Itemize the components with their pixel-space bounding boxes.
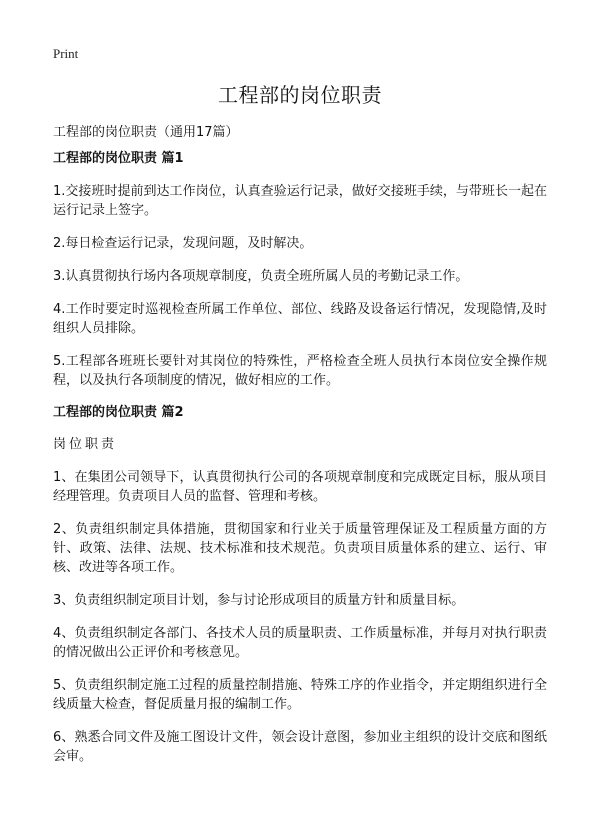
paragraph: 1、在集团公司领导下，认真贯彻执行公司的各项规章制度和完成既定目标，服从项目经理管理。负责项目人员的监督、管理和考核。: [53, 470, 547, 504]
paragraph: 4、负责组织制定各部门、各技术人员的质量职责、工作质量标准，并每月对执行职责的情况做出公正评价和考核意见。: [53, 626, 547, 660]
paragraph: 2、负责组织制定具体措施，贯彻国家和行业关于质量管理保证及工程质量方面的方针、政策、法律、法规、技术标准和技术规范。负责项目质量体系的建立、运行、审核、改进等各项工作。: [53, 522, 547, 575]
document-body: [53, 150, 547, 780]
print-link[interactable]: Print: [53, 46, 79, 61]
paragraph: 2.每日检查运行记录，发现问题，及时解决。: [53, 236, 313, 251]
section-subheading: 岗位职责: [53, 437, 118, 452]
section-heading-1: 工程部的岗位职责 篇1: [53, 151, 184, 166]
paragraph: 1.交接班时提前到达工作岗位，认真查验运行记录，做好交接班手续，与带班长一起在运行记录上签字。: [53, 184, 547, 218]
paragraph: 4.工作时要定时巡视检查所属工作单位、部位、线路及设备运行情况，发现隐情,及时组织人员排除。: [53, 302, 547, 336]
paragraph: 3、负责组织制定项目计划，参与讨论形成项目的质量方针和质量目标。: [53, 593, 465, 608]
paragraph: 6、熟悉合同文件及施工图设计文件，领会设计意图，参加业主组织的设计交底和图纸会审。: [53, 730, 547, 764]
paragraph: 5、负责组织制定施工过程的质量控制措施、特殊工序的作业指令，并定期组织进行全线质量大检查，督促质量月报的编制工作。: [53, 678, 547, 712]
paragraph: 3.认真贯彻执行场内各项规章制度，负责全班所属人员的考勤记录工作。: [53, 269, 469, 284]
section-heading-2: 工程部的岗位职责 篇2: [53, 405, 184, 420]
document-subtitle: 工程部的岗位职责（通用17篇）: [53, 125, 239, 140]
page-title: 工程部的岗位职责: [218, 83, 382, 107]
paragraph: 5.工程部各班班长要针对其岗位的特殊性，严格检查全班人员执行本岗位安全操作规程，以及执行各项制度的情况，做好相应的工作。: [53, 354, 547, 388]
